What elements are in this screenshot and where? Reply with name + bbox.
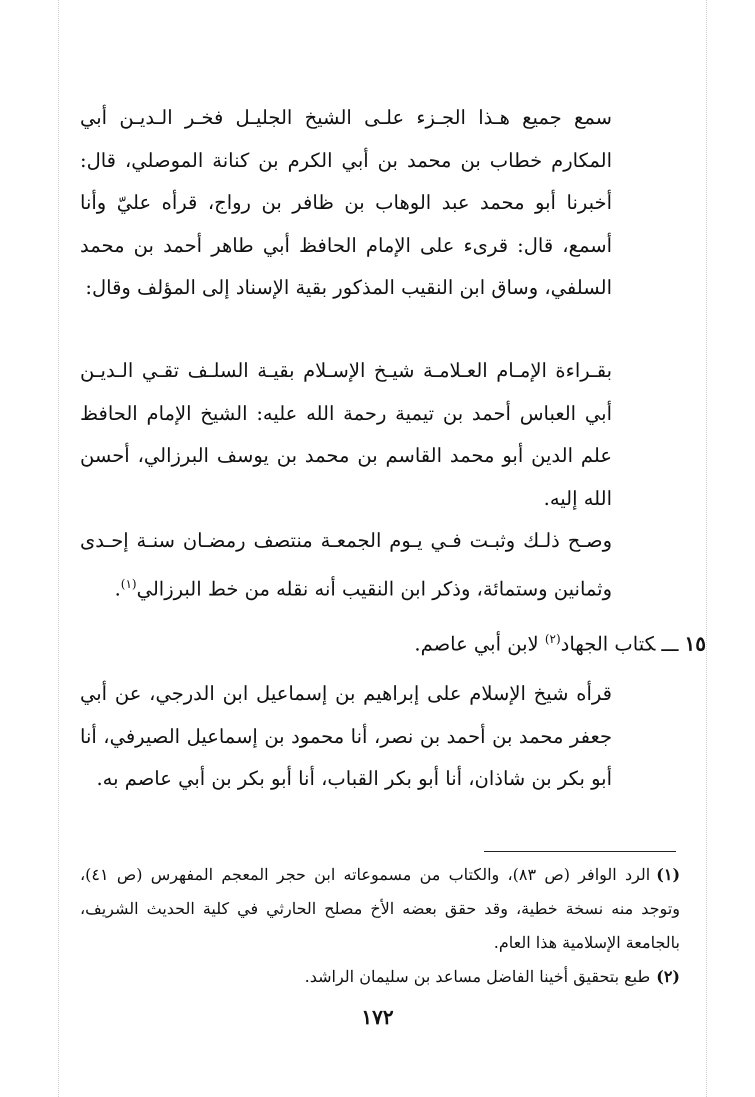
page-number: ١٧٢ — [361, 1005, 394, 1029]
scan-edge-left — [58, 0, 59, 1097]
entry-number: ١٥ — [684, 631, 706, 656]
paragraph-date-confirmation: وصـح ذلـك وثبـت فـي يـوم الجمعـة منتصف رمضـان سنـة إحـدى وثمانين وستمائة، وذكر ابن النقيب أنه نقله من خط البرزالي$^{(١)}$. — [80, 529, 612, 600]
footnote-ref-1: (١) — [120, 576, 137, 591]
footnote-divider — [484, 851, 676, 852]
footnote-1 — [80, 858, 680, 960]
paragraph-isnad: قرأه شيخ الإسلام على إبراهيم بن إسماعيل ابن الدرجي، عن أبي جعفر محمد بن أحمد بن نصر، أنا محمود بن إسماعيل الصيرفي، أنا أبو بكر بن شاذان، أنا أبو بكر القباب، أنا أبو بكر بن أبي عاصم به. — [80, 682, 612, 790]
footnote-mark: (٢) — [656, 967, 680, 986]
footnote-text: طبع بتحقيق أخينا الفاضل مساعد بن سليمان الراشد. — [304, 967, 651, 986]
paragraph-date-text: وصـح ذلـك وثبـت فـي يـوم الجمعـة منتصف رمضـان سنـة إحـدى وثمانين وستمائة، وذكر ابن النقيب أنه نقله من خط البرزالي — [80, 529, 612, 600]
footnote-ref-2: (٢) — [544, 632, 561, 646]
entry-dash: ـــ — [661, 632, 679, 656]
footnote-mark: (١) — [656, 865, 681, 884]
entry-heading — [80, 618, 706, 666]
footnote-2 — [80, 960, 680, 994]
entry-title: كتاب الجهاد — [560, 632, 656, 656]
paragraph-sama-record: سمع جميع هـذا الجـزء علـى الشيخ الجليـل فخـر الـديـن أبي المكارم خطاب بن محمد بن أبي الكرم بن كنانة الموصلي، قال: أخبرنا أبو محمد عبد الوهاب بن ظافر بن رواج، قرأه عليّ وأنا أسمع، قال: قرىء على الإمام الحافظ أبي طاهر أحمد بن محمد السلفي، وساق ابن النقيب المذكور بقية الإسناد إلى المؤلف وقال: — [80, 106, 612, 299]
footnotes — [80, 858, 680, 994]
entry-author: لابن أبي عاصم. — [414, 632, 545, 656]
paragraph-ibn-taymiyya-reading: بقـراءة الإمـام العـلامـة شيـخ الإسـلام بقيـة السلـف تقـي الـديـن أبي العباس أحمد بن تيمية رحمة الله عليه: الشيخ الإمام الحافظ علم الدين أبو محمد القاسم بن محمد بن يوسف البرزالي، أحسن الله إليه. — [80, 359, 612, 510]
footnote-text: الرد الوافر (ص ٨٣)، والكتاب من مسموعاته ابن حجر المعجم المفهرس (ص ٤١)، وتوجد منه نسخة خطية، وقد حقق بعضه الأخ مصلح الحارثي في كلية الحديث الشريف، بالجامعة الإسلامية هذا العام. — [80, 865, 680, 952]
scan-edge-right — [706, 0, 707, 1097]
